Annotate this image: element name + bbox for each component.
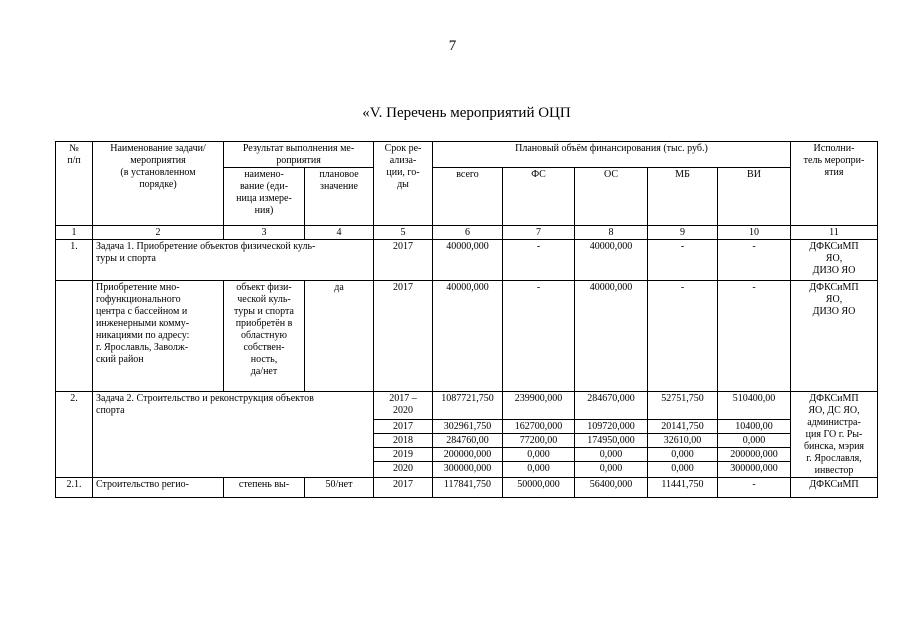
header-num: № п/п [56, 142, 93, 226]
event-name: Приобретение мно- гофункционального центра с бассейном и инженерными комму- никациями по адресу: г. Ярославль, Заволж- ский район [93, 281, 224, 392]
col-number: 7 [503, 226, 575, 240]
row-fs: 239900,000 [503, 392, 575, 420]
row-vi: - [718, 478, 791, 498]
row-term: 2019 [374, 448, 433, 462]
table-row [56, 478, 878, 498]
row-term: 2020 [374, 462, 433, 478]
row-num [56, 281, 93, 392]
row-os: 40000,000 [575, 281, 648, 392]
row-mb: 0,000 [648, 448, 718, 462]
col-number: 5 [374, 226, 433, 240]
header-executor: Исполни- тель меропри- ятия [791, 142, 878, 226]
row-os: 56400,000 [575, 478, 648, 498]
row-os: 0,000 [575, 462, 648, 478]
row-vi: 10400,00 [718, 420, 791, 434]
row-mb: 32610,00 [648, 434, 718, 448]
row-term: 2017 [374, 478, 433, 498]
row-total: 1087721,750 [433, 392, 503, 420]
row-mb: 0,000 [648, 462, 718, 478]
col-number: 1 [56, 226, 93, 240]
row-fs: - [503, 240, 575, 281]
row-mb: 11441,750 [648, 478, 718, 498]
row-total: 40000,000 [433, 240, 503, 281]
row-total: 117841,750 [433, 478, 503, 498]
row-vi: 0,000 [718, 434, 791, 448]
row-executor: ДФКСиМП ЯО, ДИЗО ЯО [791, 240, 878, 281]
header-financing: Плановый объём финансирования (тыс. руб.) [433, 142, 791, 168]
event-value: да [305, 281, 374, 392]
header-result: Результат выполнения ме- роприятия [224, 142, 374, 168]
row-vi: - [718, 240, 791, 281]
row-mb: 52751,750 [648, 392, 718, 420]
header-total: всего [433, 168, 503, 226]
row-num: 2.1. [56, 478, 93, 498]
page-number: 7 [448, 38, 457, 54]
table-row [56, 392, 878, 420]
row-term: 2018 [374, 434, 433, 448]
row-os: 284670,000 [575, 392, 648, 420]
header-os: ОС [575, 168, 648, 226]
row-fs: - [503, 281, 575, 392]
row-os: 0,000 [575, 448, 648, 462]
header-vi: ВИ [718, 168, 791, 226]
col-number: 2 [93, 226, 224, 240]
row-num: 1. [56, 240, 93, 281]
row-vi: 510400,00 [718, 392, 791, 420]
row-fs: 0,000 [503, 462, 575, 478]
event-value: 50/нет [305, 478, 374, 498]
row-total: 40000,000 [433, 281, 503, 392]
header-term: Срок ре- ализа- ции, го- ды [374, 142, 433, 226]
row-os: 40000,000 [575, 240, 648, 281]
row-mb: 20141,750 [648, 420, 718, 434]
row-term: 2017 [374, 240, 433, 281]
row-executor: ДФКСиМП ЯО, ДИЗО ЯО [791, 281, 878, 392]
col-number: 4 [305, 226, 374, 240]
header-result-unit: наимено- вание (еди- ница измере- ния) [224, 168, 305, 226]
row-executor: ДФКСиМП ЯО, ДС ЯО, администра- ция ГО г. Ры- бинска, мэрия г. Ярославля, инвестор [791, 392, 878, 478]
table-row [56, 240, 878, 281]
row-os: 174950,000 [575, 434, 648, 448]
row-fs: 162700,000 [503, 420, 575, 434]
col-number: 3 [224, 226, 305, 240]
table-row [56, 281, 878, 392]
row-total: 302961,750 [433, 420, 503, 434]
event-name: Строительство регио- [93, 478, 224, 498]
header-mb: МБ [648, 168, 718, 226]
row-fs: 0,000 [503, 448, 575, 462]
row-mb: - [648, 240, 718, 281]
row-vi: 200000,000 [718, 448, 791, 462]
row-total: 300000,000 [433, 462, 503, 478]
col-number: 11 [791, 226, 878, 240]
row-term: 2017 – 2020 [374, 392, 433, 420]
col-number: 10 [718, 226, 791, 240]
col-number: 6 [433, 226, 503, 240]
row-mb: - [648, 281, 718, 392]
row-vi: 300000,000 [718, 462, 791, 478]
row-total: 284760,00 [433, 434, 503, 448]
row-num: 2. [56, 392, 93, 478]
row-vi: - [718, 281, 791, 392]
measures-table [55, 141, 878, 498]
header-fs: ФС [503, 168, 575, 226]
header-name: Наименование задачи/ мероприятия (в установленном порядке) [93, 142, 224, 226]
row-os: 109720,000 [575, 420, 648, 434]
col-number: 9 [648, 226, 718, 240]
section-title: «V. Перечень мероприятий ОЦП [362, 105, 571, 121]
row-term: 2017 [374, 281, 433, 392]
event-unit: объект физи- ческой куль- туры и спорта приобретён в областную собствен- ность, да/нет [224, 281, 305, 392]
row-fs: 50000,000 [503, 478, 575, 498]
header-result-value: плановое значение [305, 168, 374, 226]
row-term: 2017 [374, 420, 433, 434]
event-unit: степень вы- [224, 478, 305, 498]
task-name: Задача 1. Приобретение объектов физической куль- туры и спорта [93, 240, 374, 281]
column-numbers-row [56, 226, 878, 240]
row-total: 200000,000 [433, 448, 503, 462]
task-name: Задача 2. Строительство и реконструкция объектов спорта [93, 392, 374, 478]
col-number: 8 [575, 226, 648, 240]
row-fs: 77200,00 [503, 434, 575, 448]
row-executor: ДФКСиМП [791, 478, 878, 498]
